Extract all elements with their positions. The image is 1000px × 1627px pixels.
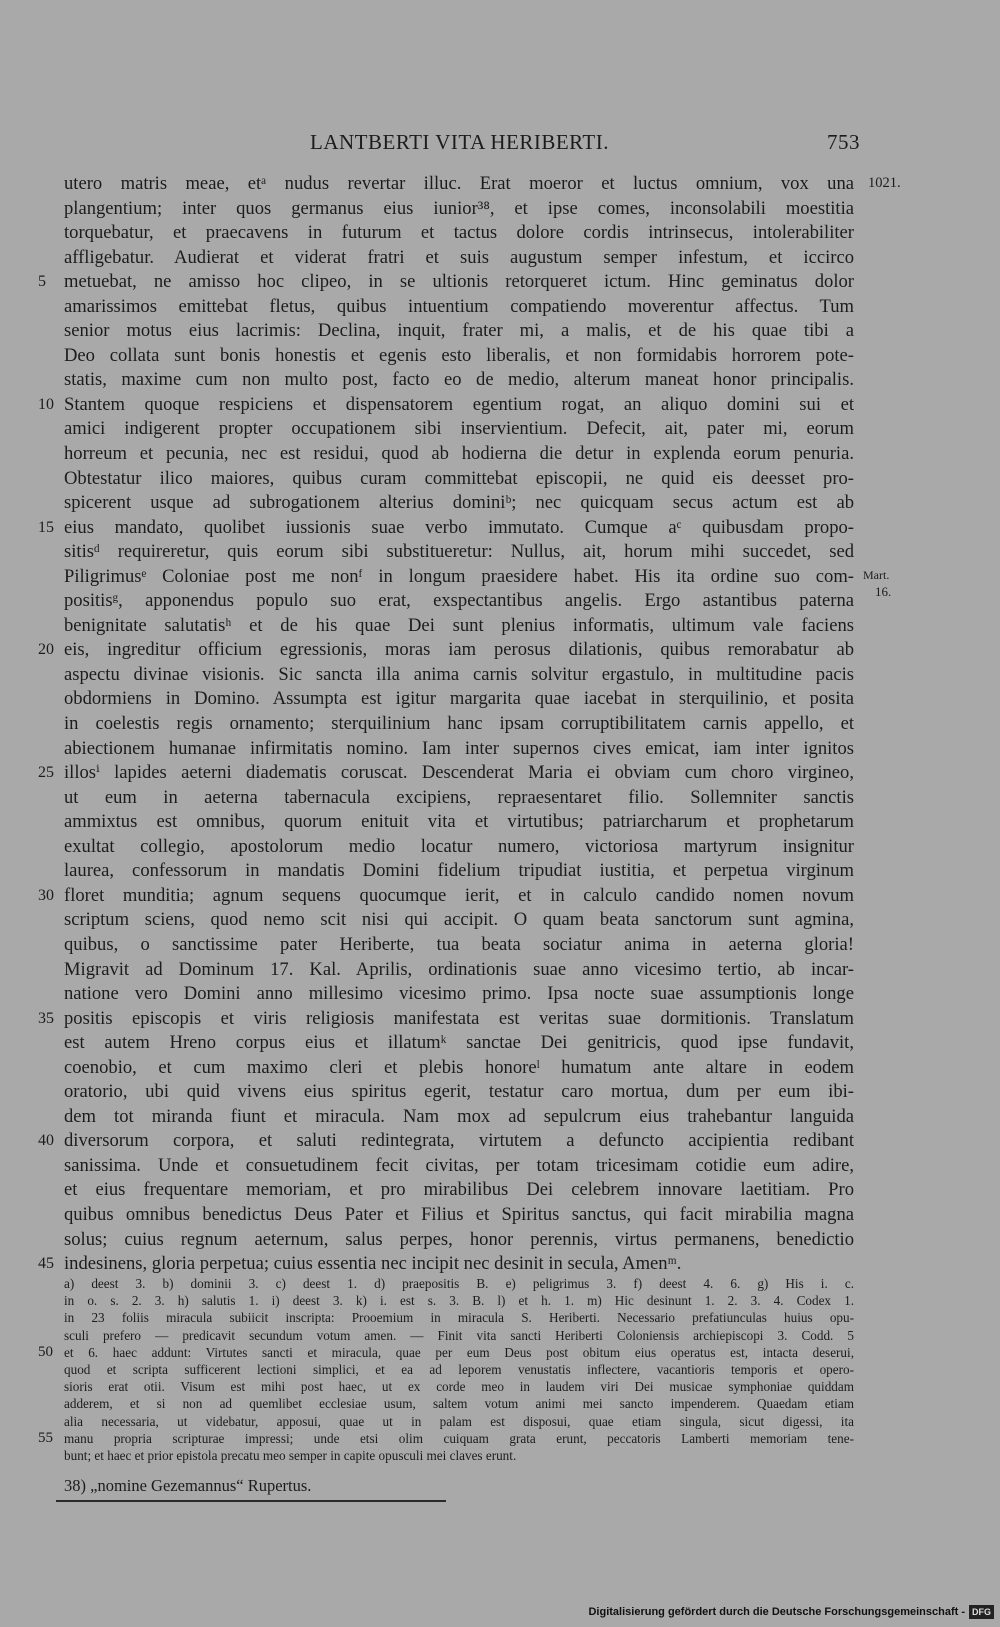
line-text: adderem, et si non ad quemlibet ecclesiae usum, saltem votum animi mei sancto impenderem. Quaedam etiam [64, 1396, 854, 1412]
text-line [64, 417, 854, 442]
apparatus-line [38, 1343, 854, 1361]
dfg-logo: DFG [969, 1605, 994, 1619]
text-line [64, 687, 854, 712]
line-text: Migravit ad Dominum 17. Kal. Aprilis, ordinationis suae anno vicesimo tertio, ab incar- [64, 958, 854, 980]
text-line [64, 663, 854, 688]
text-line [64, 982, 854, 1007]
text-line [64, 344, 854, 369]
text-line [64, 859, 854, 884]
text-line [64, 908, 854, 933]
apparatus-line [64, 1275, 854, 1292]
line-text: torquebatur, et praecavens in futurum et tactus dolore cordis intrinsecus, intolerabiliter [64, 222, 854, 244]
text-line [64, 197, 854, 222]
footnote-rule [56, 1500, 446, 1502]
apparatus-line [64, 1395, 854, 1412]
line-text: horreum et pecunia, nec est residui, quod ab hodierna die detur in explenda eorum penuria. [64, 443, 854, 465]
line-number: 35 [38, 1009, 54, 1027]
line-text: et eius frequentare memoriam, et pro mirabilibus Dei celebrem innovare laetitiam. Pro [64, 1179, 854, 1201]
text-line [64, 1080, 854, 1105]
line-text: benignitate salutatisʰ et de his quae Dei sunt plenius informatis, ultimum vale faciens [64, 614, 854, 636]
text-line [64, 1228, 854, 1253]
line-number: 25 [38, 764, 54, 782]
line-text: metuebat, ne amisso hoc clipeo, in se ultionis retorqueret ictum. Hinc geminatus dolor [64, 271, 854, 293]
text-line [64, 933, 854, 958]
line-text: solus; cuius regnum aeternum, salus perpes, honor perennis, virtus permanens, benedictio [64, 1228, 854, 1250]
line-text: diversorum corpora, et saluti redintegrata, virtutem a defuncto accipientia redibant [64, 1130, 854, 1152]
apparatus-line [38, 1429, 854, 1447]
line-text: in coelestis regis ornamento; sterquilinium hanc ipsam corruptibilitatem carnis appello, et [64, 713, 854, 735]
text-line [64, 491, 854, 516]
line-text: eis, ingreditur officium egressionis, moras iam perosus dilationis, quibus remorabatur ab [64, 639, 854, 661]
line-text: plangentium; inter quos germanus eius iunior³⁸, et ipse comes, inconsolabili moestitia [64, 197, 854, 219]
text-line [64, 712, 854, 737]
line-text: manu propria scripturae impressi; unde etsi olim cuiquam grata erunt, peccatoris Lamberti memoriam tene- [64, 1430, 854, 1446]
apparatus-line [64, 1309, 854, 1326]
text-line [64, 565, 854, 590]
text-line [38, 270, 854, 295]
line-text: spicerent usque ad subrogationem alterius dominiᵇ; nec quicquam secus actum est ab [64, 492, 854, 514]
apparatus-line [64, 1292, 854, 1309]
line-text: indesinens, gloria perpetua; cuius essentia nec incipit nec desinit in secula, Amenᵐ. [64, 1253, 682, 1275]
line-text: amarissimos emittebat fletus, quibus intuentium compatiendo moverentur affectus. Tum [64, 295, 854, 317]
apparatus-line [64, 1327, 854, 1344]
line-text: sioris erat otii. Visum est mihi post haec, ut ex corde meo in laudem viri Dei musicae symphoniae quiddam [64, 1379, 854, 1395]
line-number: 45 [38, 1255, 54, 1273]
text-line [64, 467, 854, 492]
line-number: 55 [38, 1429, 53, 1446]
text-line [64, 810, 854, 835]
running-title: LANTBERTI VITA HERIBERTI. [310, 130, 609, 154]
text-line [64, 1154, 854, 1179]
text-line [64, 958, 854, 983]
line-text: dem tot miranda fiunt et miracula. Nam mox ad sepulcrum eius trahebantur languida [64, 1105, 854, 1127]
text-line [64, 221, 854, 246]
text-line [38, 761, 854, 786]
line-text: exultat collegio, apostolorum medio locatur numero, victoriosa martyrum insignitur [64, 835, 854, 857]
text-line [64, 172, 854, 197]
text-line [64, 295, 854, 320]
line-text: illosⁱ lapides aeterni diadematis coruscat. Descenderat Maria ei obviam cum choro virgineo, [64, 762, 854, 784]
margin-date-day: 16. [875, 584, 892, 599]
line-text: coenobio, et cum maximo cleri et plebis honoreˡ humatum ante altare in eodem [64, 1056, 854, 1078]
funding-notice [588, 1603, 994, 1621]
text-line [64, 540, 854, 565]
line-number: 20 [38, 641, 54, 659]
page-number: 753 [827, 130, 860, 154]
text-line [38, 516, 854, 541]
line-text: obdormiens in Domino. Assumpta est igitur margarita quae iacebat in sterquilinio, et posita [64, 688, 854, 710]
footnote-38: 38) „nomine Gezemannus“ Rupertus. [64, 1476, 312, 1495]
text-line [64, 1031, 854, 1056]
text-line [64, 1056, 854, 1081]
text-line [38, 1007, 854, 1032]
text-line [64, 1105, 854, 1130]
text-line [64, 246, 854, 271]
line-text: utero matris meae, etᵃ nudus revertar illuc. Erat moeror et luctus omnium, vox una [64, 173, 854, 194]
line-text: natione vero Domini anno millesimo vicesimo primo. Ipsa nocte suae assumptionis longe [64, 983, 854, 1005]
funding-notice-text: Digitalisierung gefördert durch die Deutsche Forschungsgemeinschaft - [588, 1606, 965, 1618]
line-number: 5 [38, 273, 46, 291]
text-line [64, 835, 854, 860]
line-text: abiectionem humanae infirmitatis nomino. Iam inter supernos cives emicat, iam inter ignitos [64, 737, 854, 759]
line-text: senior motus eius lacrimis: Declina, inquit, frater mi, a malis, et de his quae tibi a [64, 320, 854, 342]
line-text: Stantem quoque respiciens et dispensatorem egentium rogat, an aliquo domini sui et [64, 393, 854, 415]
line-text: alia necessaria, ut videbatur, apposui, quae ut in palam est disposui, quae etiam singula, sicut digessi, ita [64, 1413, 854, 1429]
line-text: quod et scripta sufficerent lectioni simplici, et ea ad leporem venustatis inflectere, vacantioris temporis et opero- [64, 1361, 854, 1377]
line-text: oratorio, ubi quid vivens eius spiritus egerit, testatur caro mortua, dum per eum ibi- [64, 1081, 854, 1103]
line-text: ut eum in aeterna tabernacula excipiens, repraesentaret filio. Sollemniter sanctis [64, 786, 854, 808]
line-text: et 6. haec addunt: Virtutes sancti et miracula, quae per eum Deus post obitum eius operatus est, intacta deserui, [64, 1344, 854, 1360]
text-line [64, 614, 854, 639]
text-line [64, 319, 854, 344]
text-line [38, 1129, 854, 1154]
line-text: est autem Hreno corpus eius et illatumᵏ sanctae Dei genitricis, quod ipse fundavit, [64, 1032, 854, 1054]
line-text: quibus, o sanctissime pater Heriberte, tua beata sociatur anima in aeterna gloria! [64, 933, 854, 955]
text-line [64, 589, 854, 614]
line-text: amici indigerent propter occupationem sibi inservientium. Defecit, ait, pater mi, eorum [64, 418, 854, 440]
text-line [38, 393, 854, 418]
text-line [64, 368, 854, 393]
text-line [64, 786, 854, 811]
line-text: floret munditia; agnum sequens quocumque ierit, et in calculo candido nomen novum [64, 884, 854, 906]
line-text: bunt; et haec et prior epistola precatu meo semper in capite opusculi mei claves erunt. [64, 1447, 517, 1463]
text-line [38, 884, 854, 909]
margin-date-month: Mart. [863, 568, 890, 582]
line-text: laurea, confessorum in mandatis Domini fidelium tripudiat iustitia, et perpetua virginum [64, 860, 854, 882]
text-line [38, 1252, 854, 1277]
line-text: in 23 foliis miracula subiicit inscripta: Prooemium in miracula S. Heriberti. Necessario prefatiunculas huius opu- [64, 1310, 854, 1326]
line-text: a) deest 3. b) dominii 3. c) deest 1. d) praepositis B. e) peligrimus 3. f) deest 4. 6. g) His i. c. [64, 1276, 854, 1291]
text-line [64, 737, 854, 762]
text-line [38, 638, 854, 663]
line-text: positisᵍ, apponendus populo suo erat, exspectantibus angelis. Ergo astantibus paterna [64, 590, 854, 612]
margin-year: 1021. [868, 175, 901, 191]
line-text: scriptum sciens, quod nemo scit nisi qui accipit. O quam beata sanctorum sunt agmina, [64, 909, 854, 931]
line-number: 40 [38, 1132, 54, 1150]
line-text: quibus omnibus benedictus Deus Pater et Filius et Spiritus sanctus, qui facit mirabilia magna [64, 1203, 854, 1225]
line-text: affligebatur. Audierat et viderat fratri et suis augustum semper infestum, et iccirco [64, 246, 854, 268]
text-line [64, 442, 854, 467]
line-text: eius mandato, quolibet iussionis suae verbo immutato. Cumque aᶜ quibusdam propo- [64, 516, 854, 538]
line-text: positis episcopis et viris religiosis manifestata est veritas suae dormitionis. Translatum [64, 1007, 854, 1029]
line-text: Piligrimusᵉ Coloniae post me nonᶠ in longum praesidere habet. His ita ordine suo com- [64, 565, 854, 587]
line-text: Obtestatur ilico maiores, quibus curam committebat episcopii, ne quid eis deesset pro- [64, 467, 854, 489]
apparatus-line [64, 1447, 854, 1464]
text-line [64, 1203, 854, 1228]
line-text: ammixtus est omnibus, quorum enituit vita et virtutibus; patriarcharum et prophetarum [64, 811, 854, 833]
apparatus-line [64, 1378, 854, 1395]
line-number: 50 [38, 1343, 53, 1360]
line-text: statis, maxime cum non multo post, facto eo de medio, alterum maneat honor principalis. [64, 369, 854, 391]
main-text-block [38, 172, 854, 1277]
line-text: aspectu divinae visionis. Sic sancta illa anima carnis solvitur ergastulo, in multitudine pacis [64, 663, 854, 685]
line-number: 30 [38, 886, 54, 904]
line-number: 10 [38, 395, 54, 413]
apparatus-line [64, 1413, 854, 1430]
line-text: sitisᵈ requireretur, quis eorum sibi substitueretur: Nullus, ait, horum mihi succedet, sed [64, 541, 854, 563]
line-text: sculi prefero — predicavit secundum votum amen. — Finit vita sancti Heriberti Coloniensis archiepiscopi 3. Codd. 5 [64, 1327, 854, 1343]
line-text: in o. s. 2. 3. h) salutis 1. i) deest 3. k) i. est s. 3. B. l) et h. 1. m) Hic desinunt 1. 2. 3. 4. Codex 1. [64, 1293, 854, 1309]
text-line [64, 1178, 854, 1203]
line-text: Deo collata sunt bonis honestis et egenis esto liberalis, et non formidabis horrorem pote- [64, 344, 854, 366]
apparatus-line [64, 1361, 854, 1378]
line-text: sanissima. Unde et consuetudinem fecit civitas, per totam tricesimam cotidie eum adire, [64, 1154, 854, 1176]
critical-apparatus [38, 1275, 854, 1464]
line-number: 15 [38, 518, 54, 536]
